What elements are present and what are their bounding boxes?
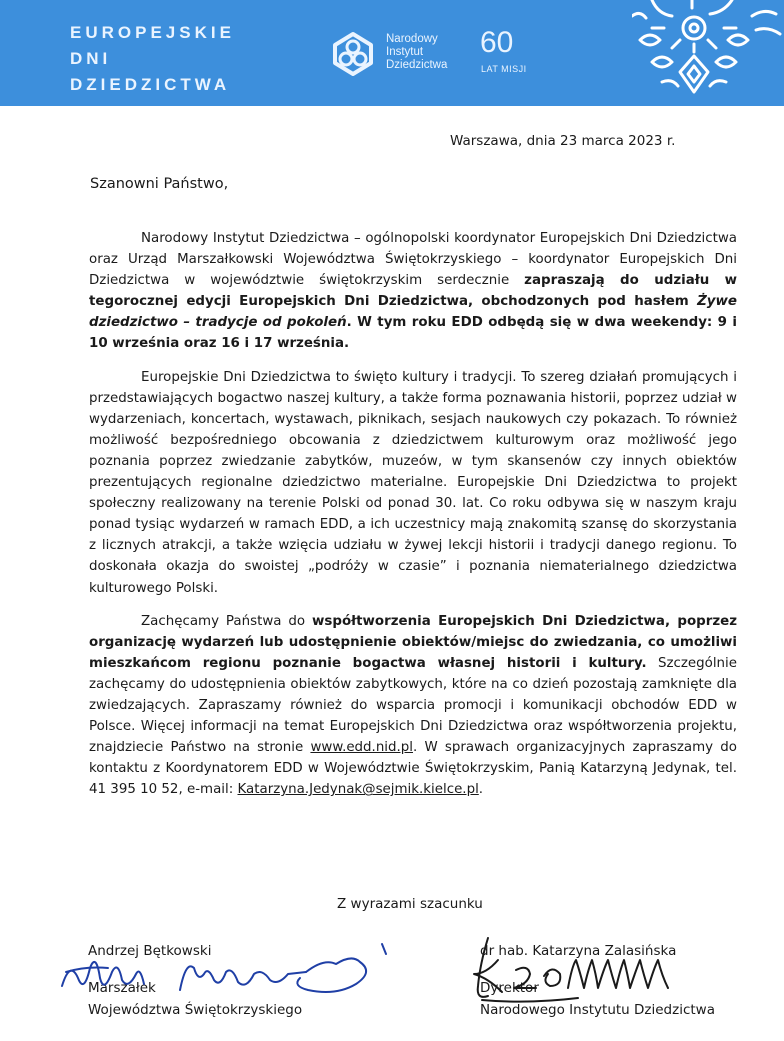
- p3-intro: Zachęcamy Państwa do: [141, 613, 313, 629]
- right-signer-title: Dyrektor: [480, 980, 539, 996]
- p3-contact: . W sprawach organizacyjnych zapraszamy do kontaktu z Koordynatorem EDD w Województwie Świętokrzyskim, Panią Katarzyną Jedynak, tel. 41 395 10 52, e-mail:: [89, 740, 737, 798]
- paragraph-2: Europejskie Dni Dziedzictwa to święto kultury i tradycji. To szereg działań promujących i przedstawiających bogactwo naszej kultury, a także forma poznawania historii, poprzez udział w wydarzeniach, koncertach, wystawach, piknikach, sesjach naukowych czy pokazach. To również możliwość bezpośredniego obcowania z dziedzictwem kulturowym oraz możliwość jego poznania poprzez zwiedzanie zabytków, muzeów, w tym skansenów czy innych obiektów prezentujących regionalne dziedzictwo materialne. Europejskie Dni Dziedzictwa to projekt społeczny realizowany na terenie Polski od ponad 30. lat. Co roku odbywa się w naszym kraju ponad tysiąc wydarzeń w ramach EDD, a ich uczestnicy mają znakomitą szansę do skorzystania z licznych atrakcji, a także wzięcia udziału w żywej lekcji historii i tradycji danego regionu. To doskonała okazja do swoistej „podróży w czasie” i poznania niematerialnego dziedzictwa kulturowego Polski.: [89, 369, 737, 596]
- right-signer-organization: Narodowego Instytutu Dziedzictwa: [480, 1002, 715, 1018]
- p1-dates: . W tym roku EDD odbędą się w dwa weekendy: 9 i 10 września oraz 16 i 17 września.: [89, 315, 737, 352]
- institute-line-3: Dziedzictwa: [386, 59, 448, 71]
- left-signer-organization: Województwa Świętokrzyskiego: [88, 1002, 303, 1018]
- website-link[interactable]: www.edd.nid.pl: [310, 740, 413, 756]
- p3-end: .: [478, 782, 484, 798]
- left-signer-title: Marszałek: [88, 980, 156, 996]
- right-signer-name: dr hab. Katarzyna Zalasińska: [480, 943, 677, 959]
- institute-line-2: Instytut: [386, 46, 424, 58]
- left-handwritten-signature: [56, 938, 396, 1008]
- p3-details: Szczególnie zachęcamy do udostępnienia obiektów zabytkowych, które na co dzień pozostają zamknięte dla zwiedzających. Zapraszamy również do wsparcia promocji i komunikacji obchodów EDD w Polsce. Więcej informacji na temat Europejskich Dni Dziedzictwa oraz współtworzenia projektu, znajdziecie Państwo na stronie: [89, 655, 737, 756]
- edd-logo-text: [70, 20, 235, 98]
- folk-ornament-icon: [632, 0, 784, 106]
- p1-invitation: zapraszają do udziału w tegorocznej edycji Europejskich Dni Dziedzictwa, obchodzonych pod hasłem: [89, 273, 737, 310]
- anniversary-label: LAT MISJI: [481, 64, 527, 74]
- brand-line-2: DNI: [70, 49, 112, 68]
- p1-motto: Żywe dziedzictwo – tradycje od pokoleń: [89, 294, 737, 331]
- brand-line-1: EUROPEJSKIE: [70, 23, 235, 42]
- nid-logo-icon: [330, 31, 376, 77]
- brand-line-3: DZIEDZICTWA: [70, 75, 231, 94]
- letter-body: [89, 228, 737, 812]
- left-signer-name: Andrzej Bętkowski: [88, 943, 212, 959]
- institute-line-1: Narodowy: [386, 33, 438, 45]
- closing: Z wyrazami szacunku: [337, 896, 483, 912]
- right-handwritten-signature: [458, 930, 698, 1008]
- salutation: Szanowni Państwo,: [90, 176, 229, 192]
- p3-emphasis: współtworzenia Europejskich Dni Dziedzictwa, poprzez organizację wydarzeń lub udostępnienie obiektów/miejsc do zwiedzania, co umożliwi mieszkańcom regionu poznanie bogactwa własnej historii i kultury.: [89, 613, 738, 671]
- letter-date: Warszawa, dnia 23 marca 2023 r.: [450, 133, 676, 149]
- paragraph-1: [89, 228, 737, 355]
- anniversary-number: 60: [480, 26, 514, 59]
- paragraph-3: [89, 611, 737, 801]
- institute-name: [386, 33, 447, 72]
- p1-intro: Narodowy Instytut Dziedzictwa – ogólnopolski koordynator Europejskich Dni Dziedzictwa oraz Urząd Marszałkowski Województwa Świętokrzyskiego – koordynator Europejskich Dni Dziedzictwa w województwie świętokrzyskim serdecznie: [89, 231, 737, 289]
- header-banner: [0, 0, 784, 106]
- email-link[interactable]: Katarzyna.Jedynak@sejmik.kielce.pl: [237, 782, 479, 798]
